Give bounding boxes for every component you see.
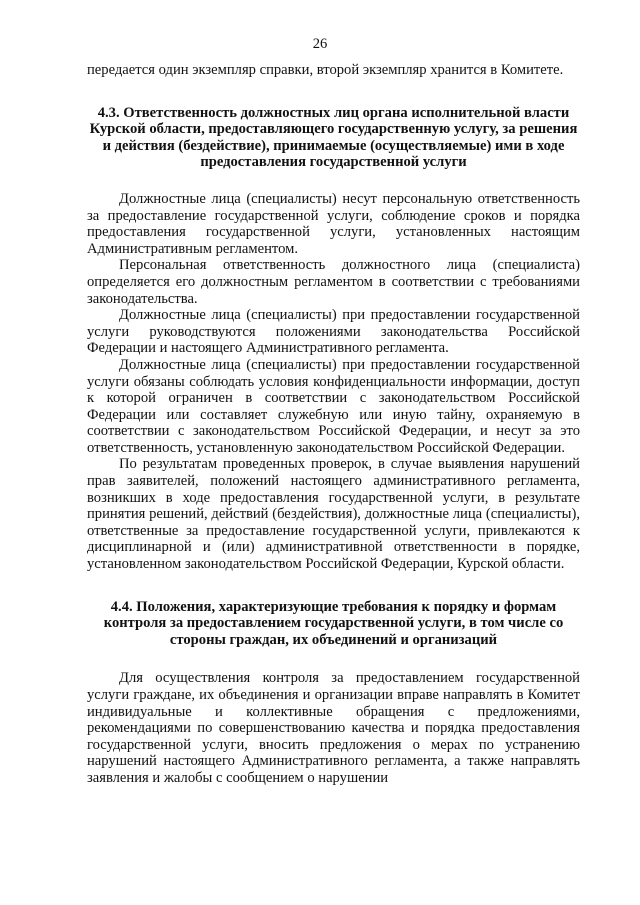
paragraph: Должностные лица (специалисты) при предоставлении государственной услуги обязаны соблюдать условия конфиденциальности информации, доступ к которой ограничен в соответствии с законодательством Российской Федерации или составляет служебную или иную тайну, охраняемую в соответствии с законодательством Российской Федерации, и несут за это ответственность, установленную законодательством Российской Федерации. bbox=[87, 356, 580, 456]
paragraph: Для осуществления контроля за предоставлением государственной услуги граждане, их объединения и организации вправе направлять в Комитет индивидуальные и коллективные обращения с предложениями, рекомендациями по совершенствованию качества и порядка предоставления государственной услуги, вносить предложения о мерах по устранению нарушений настоящего Административного регламента, а также направлять заявления и жалобы с сообщением о нарушении bbox=[87, 670, 580, 786]
paragraph: По результатам проведенных проверок, в случае выявления нарушений прав заявителей, положений настоящего административного регламента, возникших в ходе предоставления государственной услуги, в результате принятия решений, действий (бездействия), должностные лица (специалисты), ответственные за предоставление государственной услуги, привлекаются к дисциплинарной и (или) административной ответственности в порядке, установленном законодательством Российской Федерации, Курской области. bbox=[87, 456, 580, 573]
paragraph: Должностные лица (специалисты) несут персональную ответственность за предоставление государственной услуги, соблюдение сроков и порядка предоставления государственной услуги, установленных настоящим Административным регламентом. bbox=[87, 190, 580, 257]
paragraph: Должностные лица (специалисты) при предоставлении государственной услуги руководствуются положениями законодательства Российской Федерации и настоящего Административного регламента. bbox=[87, 307, 580, 357]
page-body bbox=[87, 62, 580, 787]
page-number: 26 bbox=[312, 36, 328, 52]
section-heading-4-4: 4.4. Положения, характеризующие требования к порядку и формам контроля за предоставлением государственной услуги, в том числе со стороны граждан, их объединений и организаций bbox=[103, 598, 564, 648]
section-heading-4-3: 4.3. Ответственность должностных лиц органа исполнительной власти Курской области, предоставляющего государственную услугу, за решения и действия (бездействие), принимаемые (осуществляемые) ими в ходе предоставления государственной услуги bbox=[89, 104, 578, 171]
intro-paragraph: передается один экземпляр справки, второй экземпляр хранится в Комитете. bbox=[87, 62, 564, 78]
paragraph: Персональная ответственность должностного лица (специалиста) определяется его должностным регламентом в соответствии с требованиями законодательства. bbox=[87, 257, 580, 307]
